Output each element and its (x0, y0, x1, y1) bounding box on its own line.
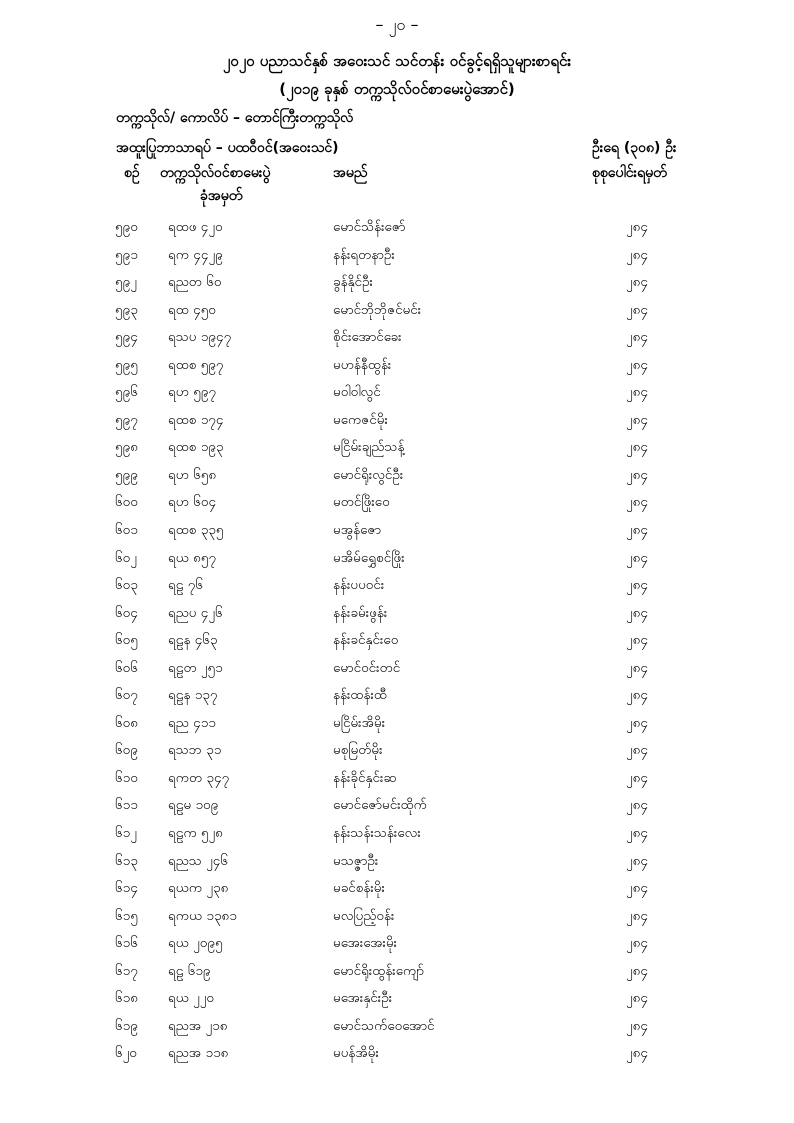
exam-roll-number: ရယ ၈၅၇ (168, 549, 217, 566)
student-name: နန်းပပဝင်း (333, 577, 385, 594)
table-row (0, 1044, 794, 1072)
exam-roll-number: ရညပ ၄၂၆ (168, 604, 223, 621)
exam-roll-number: ရယ ၂၀၉၅ (168, 935, 223, 952)
table-row (0, 411, 794, 439)
student-name: မအိမ်ရွှေစင်ဖြိုး (333, 549, 405, 566)
total-marks: ၂၈၄ (626, 687, 648, 704)
total-marks: ၂၈၄ (626, 1017, 648, 1034)
exam-roll-number: ရကယ ၁၃၈၁ (168, 907, 237, 924)
student-name: မကေဇင်မိုး (333, 411, 388, 428)
total-marks: ၂၈၄ (626, 301, 648, 318)
table-row (0, 907, 794, 935)
table-row (0, 549, 794, 577)
row-number: ၆၀၂ (115, 549, 137, 566)
total-marks: ၂၈၄ (626, 522, 648, 539)
exam-roll-number: ရဠ ၇၆ (168, 577, 203, 594)
table-row (0, 962, 794, 990)
exam-roll-number: ရဟ ၆၀၄ (168, 494, 217, 511)
student-name: စိုင်းအောင်ခေး (333, 329, 402, 346)
headcount: ဦးရေ (၃၀၈) ဦး (592, 140, 677, 156)
exam-roll-number: ရဠတ ၂၅၁ (168, 659, 223, 676)
total-marks: ၂၈၄ (626, 274, 648, 291)
total-marks: ၂၈၄ (626, 384, 648, 401)
row-number: ၆၀၃ (115, 577, 138, 594)
page-number: – ၂၀ – (375, 15, 419, 34)
student-name: မအွန်ဇော (333, 522, 382, 539)
table-row (0, 631, 794, 659)
total-marks: ၂၈၄ (626, 825, 648, 842)
table-row (0, 1017, 794, 1045)
table-row (0, 824, 794, 852)
table-row (0, 493, 794, 521)
row-number: ၅၉၉ (115, 466, 138, 483)
row-number: ၅၉၀ (115, 219, 138, 235)
table-row (0, 466, 794, 494)
exam-roll-number: ရထစ ၁၉၃ (168, 439, 224, 456)
table-row (0, 521, 794, 549)
exam-roll-number: ရသဘ ၃၁ (168, 742, 222, 759)
student-name: မောင်သက်ဝေအောင် (333, 1017, 435, 1034)
total-marks: ၂၈၄ (626, 714, 648, 731)
table-row (0, 686, 794, 714)
table-row (0, 301, 794, 329)
exam-roll-number: ရယက ၂၃၈ (168, 880, 229, 897)
exam-roll-number: ရထစ ၅၉၇ (168, 356, 224, 373)
row-number: ၆၁၅ (115, 907, 138, 924)
student-name: မောင်ဝင်းတင် (333, 659, 401, 676)
exam-roll-number: ရည ၄၁၁ (168, 714, 216, 731)
table-row (0, 356, 794, 384)
student-name: နန်းရတနာဦး (333, 246, 395, 263)
row-number: ၅၉၃ (115, 301, 138, 318)
student-name: နန်းခမ်းဖွန်း (333, 604, 388, 621)
exam-roll-number: ရဠ ၆၁၉ (168, 962, 211, 979)
table-row (0, 273, 794, 301)
table-row (0, 769, 794, 797)
total-marks: ၂၈၄ (626, 246, 648, 263)
table-row (0, 218, 794, 246)
row-number: ၆၁၄ (115, 880, 138, 897)
table-row (0, 659, 794, 687)
student-name: မခင်စန်းမိုး (333, 880, 385, 897)
table-row (0, 989, 794, 1017)
table-row (0, 714, 794, 742)
exam-roll-number: ရညသ ၂၄၆ (168, 852, 228, 869)
exam-roll-number: ရကတ ၃၄၇ (168, 769, 230, 786)
row-number: ၆၀၆ (115, 659, 138, 676)
student-name: နန်းသန်းသန်းလေး (333, 825, 421, 842)
total-marks: ၂၈၄ (626, 604, 648, 621)
header-total-marks: စုစုပေါင်းရမှတ် (592, 165, 667, 181)
exam-roll-number: ရယ ၂၂၀ (168, 990, 215, 1007)
exam-roll-number: ရဠန ၁၃၇ (168, 687, 218, 704)
row-number: ၆၁၉ (115, 1017, 138, 1034)
university-line: တက္ကသိုလ်/ ကောလိပ် – တောင်ကြီးတက္ကသိုလ် (116, 110, 354, 126)
table-row (0, 438, 794, 466)
row-number: ၆၀၈ (115, 714, 138, 731)
total-marks: ၂၈၄ (626, 329, 648, 346)
row-number: ၅၉၁ (115, 246, 138, 263)
header-exam-roll-line2: ခုံအမှတ် (200, 188, 243, 204)
exam-roll-number: ရသပ ၁၉၄၇ (168, 329, 232, 346)
total-marks: ၂၈၄ (626, 1045, 648, 1062)
table-row (0, 741, 794, 769)
student-name: ခွန်နိုင်ဦး (333, 274, 373, 291)
total-marks: ၂၈၄ (626, 219, 648, 235)
total-marks: ၂၈၄ (626, 962, 648, 979)
exam-roll-number: ရဠမ ၁၀၉ (168, 797, 219, 814)
student-name: နန်းထန်းထီ (333, 687, 387, 704)
exam-roll-number: ရဠက ၅၂၈ (168, 825, 223, 842)
student-table (0, 218, 794, 1072)
table-row (0, 246, 794, 274)
row-number: ၅၉၄ (115, 329, 138, 346)
student-name: မအေးနှင်းဦး (333, 990, 393, 1007)
student-name: နန်းခင်နှင်းဝေ (333, 632, 399, 649)
student-name: မလပြည့်ဝန်း (333, 907, 395, 924)
student-name: မအေးအေးမိုး (333, 935, 398, 952)
table-row (0, 383, 794, 411)
total-marks: ၂၈၄ (626, 742, 648, 759)
document-title: ၂၀၂၀ ပညာသင်နှစ် အဝေးသင် သင်တန်း ဝင်ခွင့်ရရှိသူများစာရင်း (222, 52, 572, 70)
header-no: စဉ် (124, 165, 140, 181)
exam-roll-number: ရထစ ၁၇၄ (168, 411, 224, 428)
document-subtitle: (၂၀၁၉ ခုနှစ် တက္ကသိုလ်ဝင်စာမေးပွဲအောင်) (279, 80, 515, 98)
total-marks: ၂၈၄ (626, 797, 648, 814)
table-row (0, 328, 794, 356)
exam-roll-number: ရထစ ၃၃၅ (168, 522, 224, 539)
exam-roll-number: ရညတ ၆၀ (168, 274, 222, 291)
total-marks: ၂၈၄ (626, 935, 648, 952)
table-row (0, 576, 794, 604)
exam-roll-number: ရထဖ ၄၂၀ (168, 219, 223, 235)
total-marks: ၂၈၄ (626, 466, 648, 483)
row-number: ၆၁၆ (115, 935, 138, 952)
total-marks: ၂၈၄ (626, 494, 648, 511)
row-number: ၆၁၈ (115, 990, 138, 1007)
exam-roll-number: ရက ၄၄၂၉ (168, 246, 223, 263)
exam-roll-number: ရထ ၄၅၀ (168, 301, 216, 318)
total-marks: ၂၈၄ (626, 632, 648, 649)
row-number: ၅၉၂ (115, 274, 137, 291)
student-name: မောင်သိန်းဇော် (333, 219, 406, 235)
subject-line: အထူးပြုဘာသာရပ် – ပထဝီဝင်(အဝေးသင်) (116, 140, 339, 156)
student-name: မပန်အိမိုး (333, 1045, 379, 1062)
table-row (0, 852, 794, 880)
student-name: မသဇ္ဇာဦး (333, 852, 379, 869)
student-name: မဝါဝါလွင် (333, 384, 381, 401)
student-name: မောင်ရိုးလွင်ဦး (333, 466, 404, 483)
total-marks: ၂၈၄ (626, 990, 648, 1007)
row-number: ၆၂၀ (115, 1045, 137, 1062)
row-number: ၆၁၁ (115, 797, 138, 814)
total-marks: ၂၈၄ (626, 769, 648, 786)
row-number: ၅၉၅ (115, 356, 138, 373)
total-marks: ၂၈၄ (626, 852, 648, 869)
student-name: မငြိမ်းချည်သန့် (333, 439, 405, 456)
student-name: နန်းခိုင်နှင်းဆ (333, 769, 397, 786)
total-marks: ၂၈၄ (626, 880, 648, 897)
row-number: ၆၁၂ (115, 825, 137, 842)
row-number: ၆၀၄ (115, 604, 138, 621)
total-marks: ၂၈၄ (626, 577, 648, 594)
header-name: အမည် (333, 165, 368, 181)
header-exam-roll: တက္ကသိုလ်ဝင်စာမေးပွဲ (160, 165, 271, 181)
total-marks: ၂၈၄ (626, 549, 648, 566)
total-marks: ၂၈၄ (626, 907, 648, 924)
exam-roll-number: ရညအ ၂၁၈ (168, 1017, 228, 1034)
table-row (0, 879, 794, 907)
table-row (0, 604, 794, 632)
total-marks: ၂၈၄ (626, 356, 648, 373)
total-marks: ၂၈၄ (626, 439, 648, 456)
row-number: ၅၉၈ (115, 439, 138, 456)
student-name: မောင်ရိုးထွန်းကျော် (333, 962, 424, 979)
row-number: ၆၀၇ (115, 687, 138, 704)
row-number: ၆၀၁ (115, 522, 138, 539)
row-number: ၆၀၅ (115, 632, 138, 649)
student-name: မစုမြတ်မိုး (333, 742, 383, 759)
row-number: ၆၀၀ (115, 494, 138, 511)
exam-roll-number: ရဟ ၅၉၇ (168, 384, 217, 401)
student-name: မောင်ဇော်မင်းထိုက် (333, 797, 427, 814)
table-row (0, 796, 794, 824)
row-number: ၆၁၃ (115, 852, 138, 869)
row-number: ၆၁၇ (115, 962, 138, 979)
student-name: မငြိမ်းအိမိုး (333, 714, 386, 731)
student-name: မဟန်နီထွန်း (333, 356, 392, 373)
exam-roll-number: ရညအ ၁၁၈ (168, 1045, 229, 1062)
row-number: ၆၁၀ (115, 769, 138, 786)
exam-roll-number: ရဠန ၄၆၃ (168, 632, 218, 649)
row-number: ၅၉၇ (115, 411, 138, 428)
row-number: ၆၀၉ (115, 742, 138, 759)
student-name: မတင်ဖြိုးဝေ (333, 494, 390, 511)
exam-roll-number: ရဟ ၆၅၈ (168, 466, 217, 483)
total-marks: ၂၈၄ (626, 411, 648, 428)
total-marks: ၂၈၄ (626, 659, 648, 676)
table-row (0, 934, 794, 962)
student-name: မောင်ဘိုဘိုဇင်မင်း (333, 301, 422, 318)
row-number: ၅၉၆ (115, 384, 138, 401)
